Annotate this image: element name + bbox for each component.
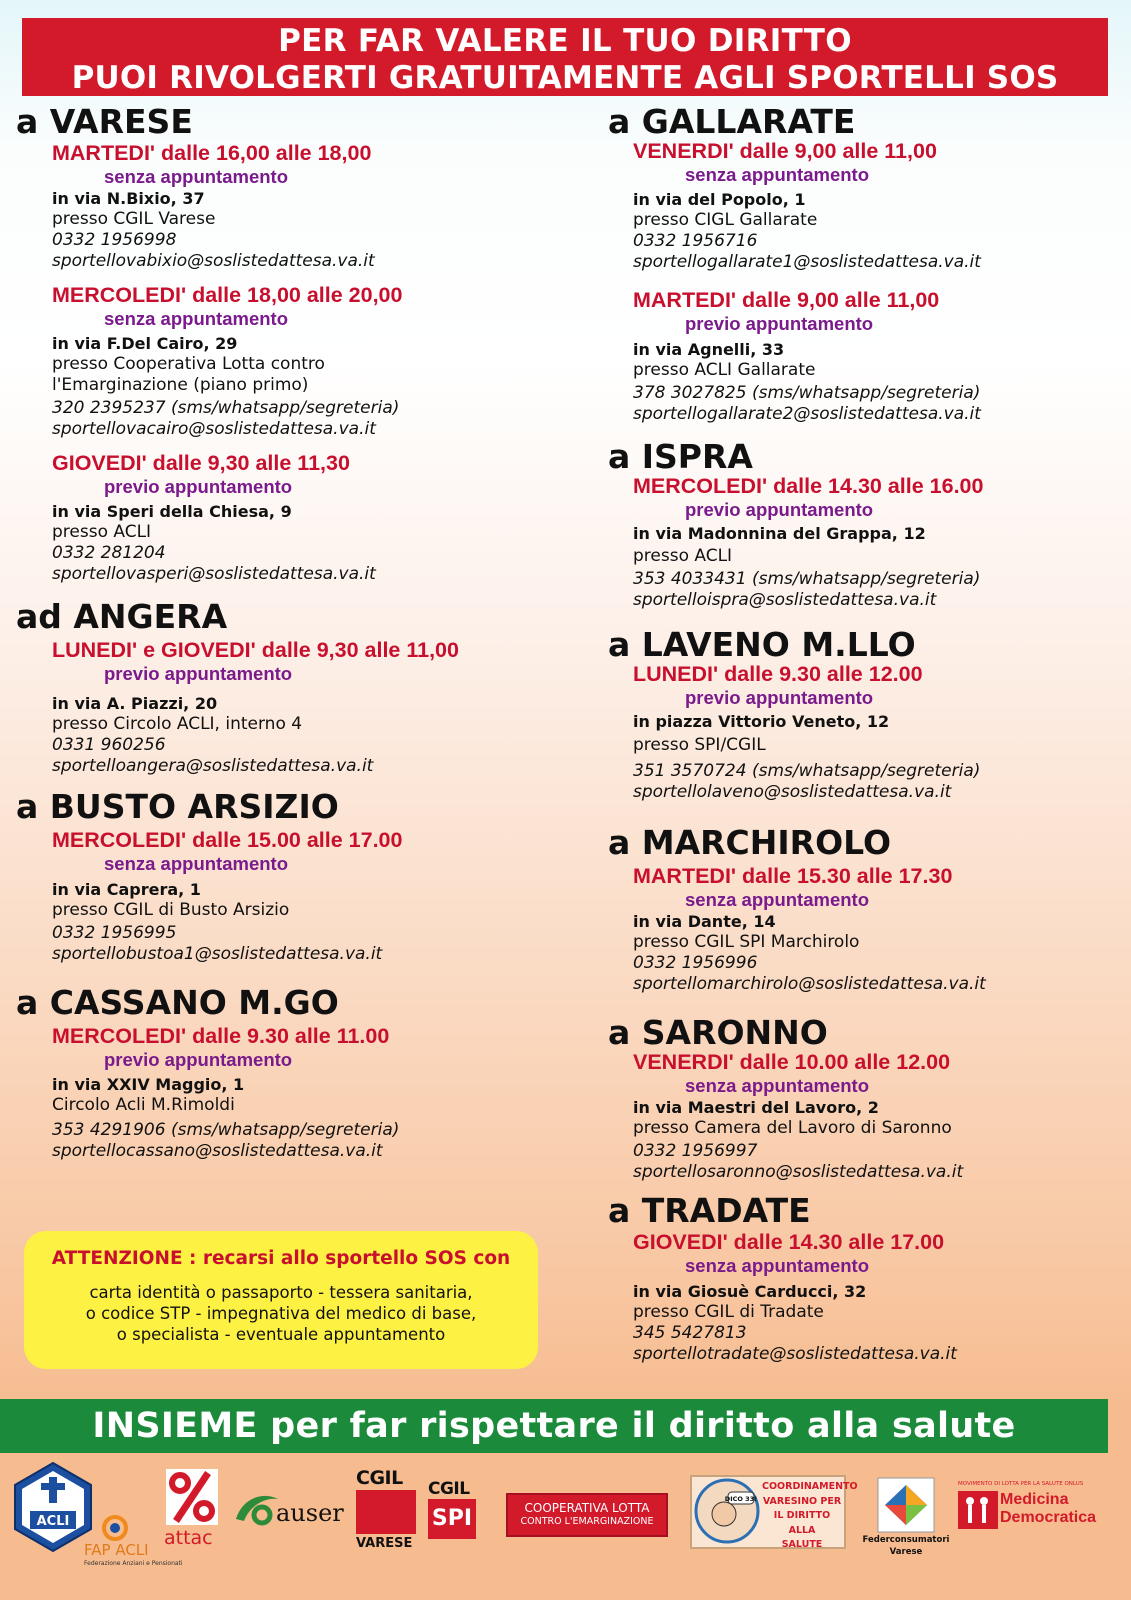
header-line-2: PUOI RIVOLGERTI GRATUITAMENTE AGLI SPORTELLI SOS [71,60,1059,96]
footer-slogan: INSIEME per far rispettare il diritto alla salute [0,1399,1108,1453]
appointment-note: previo appuntamento [685,499,874,520]
schedule-day: MERCOLEDI' dalle 14.30 alle 16.00 [633,474,984,498]
phone: 345 5427813 [633,1323,747,1343]
schedule-day: GIOVEDI' dalle 14.30 alle 17.00 [633,1230,945,1254]
schedule-day: LUNEDI' dalle 9.30 alle 12.00 [633,662,923,686]
fap-acli-text: FAP ACLI [84,1541,149,1559]
coord-line: IL DIRITTO ALLA [773,1510,831,1536]
attention-line: carta identità o passaporto - tessera sanitaria, [89,1283,473,1302]
appointment-note: senza appuntamento [685,1255,869,1276]
location-marchirolo [608,823,1128,995]
city-title: a SARONNO [608,1013,828,1052]
attention-line: o codice STP - impegnativa del medico di base, [85,1304,477,1323]
attac-percent-icon [164,1467,220,1527]
slot [52,1023,566,1162]
phone: 0332 1956716 [633,231,758,251]
coord-line: COORDINAMENTO [762,1481,858,1492]
md-line-2: Democratica [1000,1509,1097,1526]
appointment-note: senza appuntamento [685,1075,869,1096]
city-title: ad ANGERA [16,597,228,636]
location-varese [16,102,566,585]
address: in via Maestri del Lavoro, 2 [633,1098,879,1117]
location-busto-arsizio [16,787,566,965]
header-banner [22,18,1108,96]
schedule-day: MERCOLEDI' dalle 9.30 alle 11.00 [52,1024,390,1048]
cgil-varese-text: VARESE [356,1536,413,1551]
email-link[interactable]: sportellolaveno@soslistedattesa.va.it [633,782,952,802]
schedule-day: GIOVEDI' dalle 9,30 alle 11,30 [52,451,350,475]
city-title: a ISPRA [608,437,753,476]
office: presso CIGL Gallarate [633,210,818,230]
slot [52,827,566,965]
address: in via XXIV Maggio, 1 [52,1075,245,1094]
schedule-day: MARTEDI' dalle 9,00 alle 11,00 [633,288,940,312]
coord-line: VARESINO PER [762,1495,842,1507]
acli-logo [12,1461,94,1553]
phone: 0332 1956998 [52,230,177,250]
office: presso ACLI [633,546,733,566]
schedule-day: MARTEDI' dalle 16,00 alle 18,00 [52,141,372,165]
appointment-note: previo appuntamento [104,476,293,497]
coop-line-2: CONTRO L'EMARGINAZIONE [520,1516,654,1527]
fap-globe-icon [100,1515,130,1541]
cgil-red-block [356,1490,416,1534]
appointment-note: previo appuntamento [685,313,874,334]
email-link[interactable]: sportellocassano@soslistedattesa.va.it [52,1141,383,1161]
slot [633,661,1128,803]
city-title: a LAVENO M.LLO [608,625,916,664]
federconsumatori-text: Federconsumatori [862,1535,950,1545]
cgil-text: CGIL [356,1467,403,1489]
phone: 353 4033431 (sms/whatsapp/segreteria) [633,569,981,589]
appointment-note: senza appuntamento [685,889,869,910]
office: presso Cooperativa Lotta contro [52,354,325,374]
schedule-day: MERCOLEDI' dalle 18,00 alle 20,00 [52,283,403,307]
address: in via del Popolo, 1 [633,190,806,209]
city-title: a GALLARATE [608,102,856,141]
header-line-1: PER FAR VALERE IL TUO DIRITTO [278,23,852,59]
office: presso CGIL Varese [52,209,216,229]
phone: 378 3027825 (sms/whatsapp/segreteria) [633,383,981,403]
coop-line-1: COOPERATIVA LOTTA [524,1501,650,1515]
slot [633,863,1128,995]
phone: 0332 1956995 [52,923,177,943]
city-title: a MARCHIROLO [608,823,892,862]
address: in via Agnelli, 33 [633,340,785,359]
md-line-1: Medicina [1000,1491,1069,1508]
address: in via Speri della Chiesa, 9 [52,502,292,521]
md-top-text: MOVIMENTO DI LOTTA PER LA SALUTE ONLUS [958,1481,1084,1487]
address: in via Giosuè Carducci, 32 [633,1282,867,1301]
phone: 0331 960256 [52,735,166,755]
slot [52,140,566,272]
address: in via A. Piazzi, 20 [52,694,218,713]
office: Circolo Acli M.Rimoldi [52,1095,235,1115]
auser-swoosh-icon [232,1489,282,1529]
coord-bubble-text: DICO 33! [724,1495,758,1503]
address: in via Caprera, 1 [52,880,201,899]
slot [52,282,566,440]
location-tradate [608,1191,1128,1365]
address: in via Madonnina del Grappa, 12 [633,524,926,543]
attention-title: ATTENZIONE : recarsi allo sportello SOS con [51,1248,511,1269]
schedule-day: MARTEDI' dalle 15.30 alle 17.30 [633,864,953,888]
slot [52,450,566,585]
slot [633,1229,1128,1365]
slot [633,473,1128,611]
appointment-note: senza appuntamento [104,166,288,187]
attention-line: o specialista - eventuale appuntamento [116,1325,446,1344]
schedule-day: VENERDI' dalle 9,00 alle 11,00 [633,139,937,163]
attac-logo [164,1467,220,1549]
auser-text: auser [276,1499,344,1527]
left-column [16,96,566,1162]
cgil-spi-top-text: CGIL [428,1479,470,1499]
office: presso CGIL di Tradate [633,1302,824,1322]
federconsumatori-varese-text: Varese [889,1547,923,1557]
email-link[interactable]: sportelloangera@soslistedattesa.va.it [52,756,374,776]
cgil-varese-logo [356,1467,418,1559]
email-link[interactable]: sportellomarchirolo@soslistedattesa.va.it [633,974,986,994]
address: in via F.Del Cairo, 29 [52,334,238,353]
medicina-democratica-logo [958,1481,1097,1533]
email-link[interactable]: sportellogallarate2@soslistedattesa.va.it [633,404,981,424]
slot [52,637,566,777]
attention-body [24,1282,538,1345]
address: in piazza Vittorio Veneto, 12 [633,712,890,731]
office: presso CGIL di Busto Arsizio [52,900,290,920]
email-link[interactable]: sportellovacairo@soslistedattesa.va.it [52,419,376,439]
attac-text: attac [164,1527,213,1549]
address: in via Dante, 14 [633,912,776,931]
slot [633,138,1128,273]
appointment-note: previo appuntamento [685,687,874,708]
cooperativa-lotta-logo [506,1493,668,1537]
fap-acli-logo [84,1515,183,1575]
slot [633,1049,1128,1183]
office: presso ACLI Gallarate [633,360,816,380]
phone: 0332 281204 [52,543,166,563]
cgil-spi-logo [428,1479,478,1545]
location-gallarate [608,102,1128,425]
attention-box [24,1231,538,1369]
coordinamento-logo [690,1475,858,1550]
appointment-note: previo appuntamento [104,663,293,684]
right-column [608,96,1128,1365]
city-title: a BUSTO ARSIZIO [16,787,339,826]
coord-text [762,1480,858,1553]
email-link[interactable]: sportelloispra@soslistedattesa.va.it [633,590,937,610]
federconsumatori-prism-icon [877,1477,935,1533]
location-ispra [608,437,1128,611]
email-link[interactable]: sportellogallarate1@soslistedattesa.va.it [633,252,981,272]
appointment-note: previo appuntamento [104,1049,293,1070]
coord-line: SALUTE [781,1539,823,1550]
city-title: a TRADATE [608,1191,811,1230]
auser-logo [232,1489,352,1539]
phone: 0332 1956997 [633,1141,758,1161]
md-figures-icon [958,1491,998,1529]
email-link[interactable]: sportellobustoa1@soslistedattesa.va.it [52,944,383,964]
location-laveno [608,625,1128,803]
appointment-note: senza appuntamento [104,308,288,329]
federconsumatori-logo [860,1477,952,1557]
phone: 0332 1956996 [633,953,758,973]
phone: 353 4291906 (sms/whatsapp/segreteria) [52,1120,400,1140]
email-link[interactable]: sportellosaronno@soslistedattesa.va.it [633,1162,964,1182]
schedule-day: LUNEDI' e GIOVEDI' dalle 9,30 alle 11,00 [52,638,459,662]
email-link[interactable]: sportellotradate@soslistedattesa.va.it [633,1344,957,1364]
city-title: a VARESE [16,102,193,141]
appointment-note: senza appuntamento [104,853,288,874]
office: presso ACLI [52,522,152,542]
schedule-day: MERCOLEDI' dalle 15.00 alle 17.00 [52,828,403,852]
location-saronno [608,1013,1128,1183]
city-title: a CASSANO M.GO [16,983,339,1022]
office: presso Circolo ACLI, interno 4 [52,714,303,734]
phone: 351 3570724 (sms/whatsapp/segreteria) [633,761,981,781]
location-angera [16,597,566,777]
office: presso Camera del Lavoro di Saronno [633,1118,952,1138]
address: in via N.Bixio, 37 [52,189,205,208]
acli-emblem-icon [12,1461,94,1553]
office: presso SPI/CGIL [633,735,766,755]
spi-text: SPI [428,1499,476,1539]
fap-acli-subtitle: Federazione Anziani e Pensionati [84,1560,183,1567]
phone: 320 2395237 (sms/whatsapp/segreteria) [52,398,400,418]
email-link[interactable]: sportellovasperi@soslistedattesa.va.it [52,564,376,584]
partner-logos [0,1455,1108,1600]
schedule-day: VENERDI' dalle 10.00 alle 12.00 [633,1050,951,1074]
acli-text: ACLI [36,1514,70,1529]
office-line-2: l'Emarginazione (piano primo) [52,375,309,395]
email-link[interactable]: sportellovabixio@soslistedattesa.va.it [52,251,375,271]
location-cassano [16,983,566,1162]
doctor-icon [694,1478,760,1544]
appointment-note: senza appuntamento [685,164,869,185]
office: presso CGIL SPI Marchirolo [633,932,860,952]
slot [633,287,1128,425]
